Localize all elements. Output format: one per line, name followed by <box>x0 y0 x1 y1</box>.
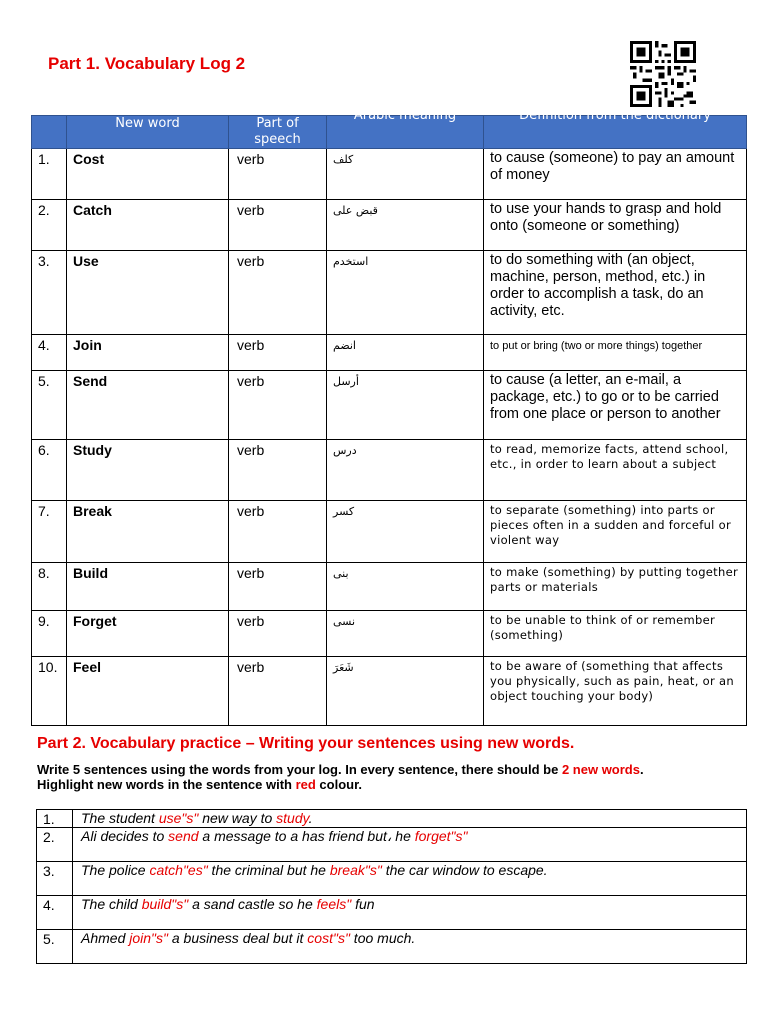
header-new-word: New word <box>67 116 229 149</box>
vocab-part-of-speech: verb <box>229 611 327 657</box>
vocab-number: 7. <box>32 501 67 563</box>
vocab-arabic-meaning: كسر <box>327 501 484 563</box>
vocab-part-of-speech: verb <box>229 371 327 440</box>
highlighted-new-word: use"s" <box>158 810 199 826</box>
sentence-fragment: too much. <box>349 930 416 946</box>
vocab-definition: to cause (a letter, an e-mail, a package, etc.) to go or to be carried from one place or person to another <box>484 371 747 440</box>
sentence-number: 3. <box>37 862 73 896</box>
sentence-fragment: The child <box>81 896 142 912</box>
part2-title: Part 2. Vocabulary practice – Writing your sentences using new words. <box>37 735 575 752</box>
vocab-part-of-speech: verb <box>229 251 327 335</box>
sentence-row <box>37 862 747 896</box>
sentence-fragment: a message to a has friend but، he <box>198 828 415 844</box>
vocab-row <box>32 335 747 371</box>
sentence-fragment: Ahmed <box>81 930 130 946</box>
sentence-number: 5. <box>37 930 73 964</box>
vocab-row <box>32 501 747 563</box>
vocab-word: Catch <box>67 200 229 251</box>
header-arabic-meaning: Arabic meaning <box>327 116 484 149</box>
vocab-arabic-meaning: أرسل <box>327 371 484 440</box>
vocab-arabic-meaning: استخدم <box>327 251 484 335</box>
vocab-number: 8. <box>32 563 67 611</box>
vocab-definition: to separate (something) into parts or pieces often in a sudden and forceful or violent way <box>484 501 747 563</box>
sentence-fragment: new way to <box>198 810 277 826</box>
sentence-row <box>37 896 747 930</box>
vocabulary-log-table <box>31 108 747 726</box>
vocab-definition: to read, memorize facts, attend school, etc., in order to learn about a subject <box>484 440 747 501</box>
sentence-fragment: The police <box>81 862 150 878</box>
qr-code-icon <box>628 41 698 107</box>
sentence-number: 2. <box>37 828 73 862</box>
sentence-fragment: The student <box>81 810 159 826</box>
vocab-number: 3. <box>32 251 67 335</box>
sentence-row <box>37 930 747 964</box>
highlighted-new-word: forget"s" <box>414 828 468 844</box>
part1-title: Part 1. Vocabulary Log 2 <box>48 54 246 73</box>
highlighted-new-word: break"s" <box>329 862 382 878</box>
vocab-number: 4. <box>32 335 67 371</box>
header-number <box>32 116 67 149</box>
vocab-number: 5. <box>32 371 67 440</box>
vocab-part-of-speech: verb <box>229 200 327 251</box>
vocab-definition: to cause (someone) to pay an amount of money <box>484 149 747 200</box>
vocab-word: Forget <box>67 611 229 657</box>
vocab-definition: to put or bring (two or more things) together <box>484 335 747 371</box>
vocab-word: Feel <box>67 657 229 726</box>
vocab-definition: to be unable to think of or remember (something) <box>484 611 747 657</box>
vocab-part-of-speech: verb <box>229 657 327 726</box>
vocab-number: 10. <box>32 657 67 726</box>
vocab-word: Build <box>67 563 229 611</box>
vocab-word: Break <box>67 501 229 563</box>
vocab-part-of-speech: verb <box>229 149 327 200</box>
vocab-row <box>32 251 747 335</box>
sentence-fragment: Ali decides to <box>81 828 169 844</box>
vocab-word: Send <box>67 371 229 440</box>
sentence-fragment: a business deal but it <box>167 930 308 946</box>
vocab-number: 9. <box>32 611 67 657</box>
vocab-word: Use <box>67 251 229 335</box>
vocab-row <box>32 657 747 726</box>
vocab-arabic-meaning: بنى <box>327 563 484 611</box>
highlighted-new-word: feels" <box>316 896 352 912</box>
vocab-header-row <box>32 116 747 149</box>
sentence-number: 1. <box>37 810 73 828</box>
header-part-of-speech: Part of speech <box>229 116 327 149</box>
sentence-fragment: a sand castle so he <box>188 896 317 912</box>
vocab-definition: to use your hands to grasp and hold onto (someone or something) <box>484 200 747 251</box>
vocab-row <box>32 611 747 657</box>
vocab-definition: to be aware of (something that affects you physically, such as pain, heat, or an object touching your body) <box>484 657 747 726</box>
vocab-word: Join <box>67 335 229 371</box>
vocab-part-of-speech: verb <box>229 335 327 371</box>
sentence-fragment: the criminal but he <box>207 862 330 878</box>
sentence-row <box>37 810 747 828</box>
vocab-row <box>32 563 747 611</box>
vocab-arabic-meaning: كلف <box>327 149 484 200</box>
highlighted-new-word: catch"es" <box>149 862 208 878</box>
vocab-part-of-speech: verb <box>229 563 327 611</box>
instruction-line-2: Highlight new words in the sentence with red colour. <box>37 777 363 792</box>
vocab-arabic-meaning: شَعَرَ <box>327 657 484 726</box>
vocab-number: 1. <box>32 149 67 200</box>
highlighted-new-word: join"s" <box>129 930 168 946</box>
vocab-arabic-meaning: درس <box>327 440 484 501</box>
header-definition: Definition from the dictionary <box>484 116 747 149</box>
sentences-table <box>36 809 747 964</box>
vocab-part-of-speech: verb <box>229 440 327 501</box>
vocab-row <box>32 371 747 440</box>
sentence-row <box>37 828 747 862</box>
sentence-fragment: the car window to escape. <box>381 862 548 878</box>
vocab-number: 2. <box>32 200 67 251</box>
vocab-number: 6. <box>32 440 67 501</box>
instruction-line-1: Write 5 sentences using the words from your log. In every sentence, there should be 2 new words. <box>37 762 644 777</box>
vocab-arabic-meaning: انضم <box>327 335 484 371</box>
sentence-text <box>73 896 747 930</box>
highlighted-new-word: cost"s" <box>307 930 350 946</box>
vocab-definition: to do something with (an object, machine, person, method, etc.) in order to accomplish a task, do an activity, etc. <box>484 251 747 335</box>
sentence-text <box>73 828 747 862</box>
vocab-row <box>32 200 747 251</box>
vocab-arabic-meaning: قبض على <box>327 200 484 251</box>
sentence-fragment: fun <box>351 896 375 912</box>
highlighted-new-word: send <box>168 828 199 844</box>
instructions <box>37 762 757 792</box>
vocab-word: Study <box>67 440 229 501</box>
sentence-text <box>73 862 747 896</box>
sentence-number: 4. <box>37 896 73 930</box>
highlighted-new-word: study <box>276 810 309 826</box>
vocab-part-of-speech: verb <box>229 501 327 563</box>
highlighted-new-word: build"s" <box>141 896 189 912</box>
vocab-row <box>32 149 747 200</box>
vocab-arabic-meaning: نسى <box>327 611 484 657</box>
vocab-definition: to make (something) by putting together parts or materials <box>484 563 747 611</box>
sentence-text <box>73 930 747 964</box>
vocab-word: Cost <box>67 149 229 200</box>
sentence-text <box>73 810 747 828</box>
sentence-fragment: . <box>308 810 313 826</box>
vocab-row <box>32 440 747 501</box>
